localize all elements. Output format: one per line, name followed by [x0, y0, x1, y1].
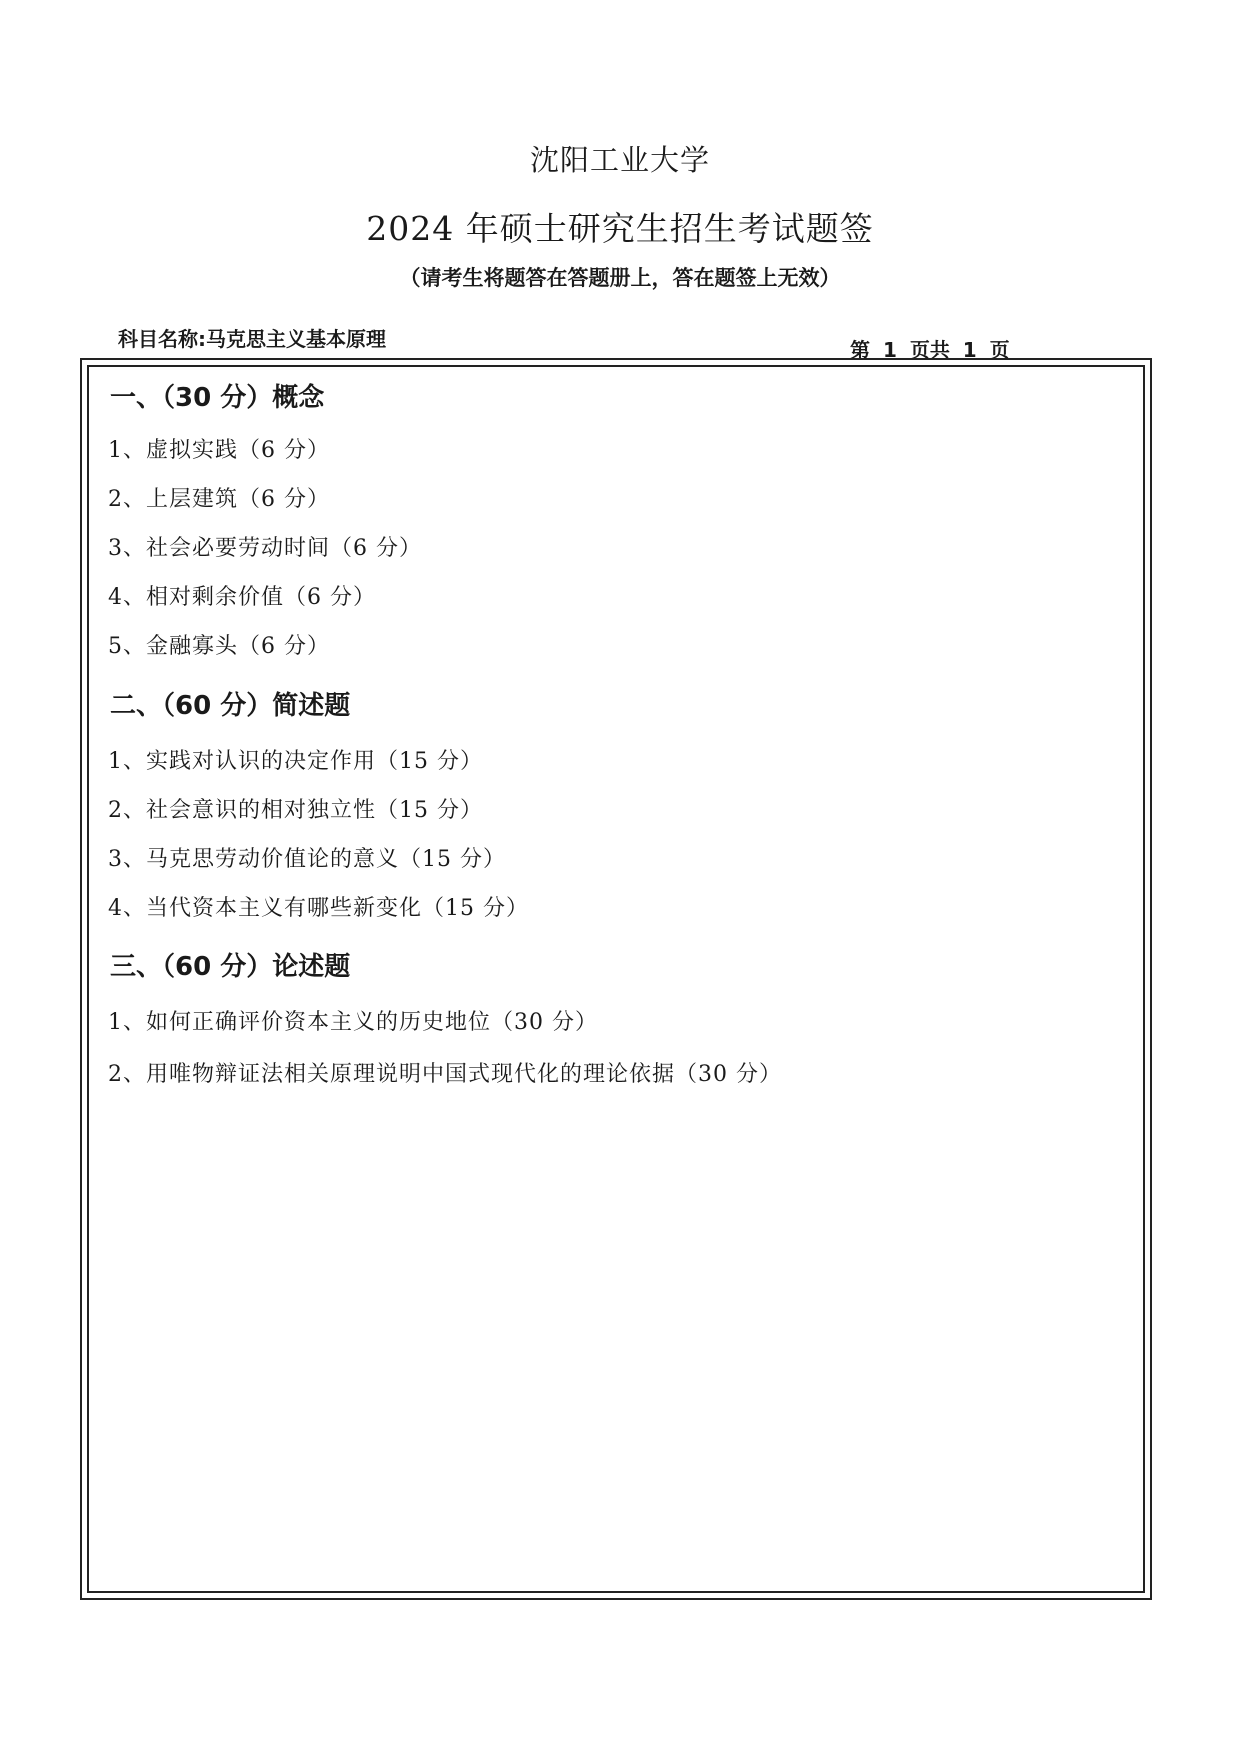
section-heading-essay: 三、（60 分）论述题: [110, 952, 351, 982]
answer-notice: （请考生将题答在答题册上，答在题签上无效）: [399, 266, 841, 290]
school-name: 沈阳工业大学: [529, 143, 710, 177]
question-item: 2、用唯物辩证法相关原理说明中国式现代化的理论依据（30 分）: [108, 1062, 782, 1087]
question-item: 5、金融寡头（6 分）: [108, 634, 330, 659]
question-item: 4、当代资本主义有哪些新变化（15 分）: [108, 896, 529, 921]
subject-name: 科目名称:马克思主义基本原理: [118, 327, 386, 351]
question-item: 2、上层建筑（6 分）: [108, 487, 330, 512]
question-item: 3、马克思劳动价值论的意义（15 分）: [108, 847, 506, 872]
question-item: 4、相对剩余价值（6 分）: [108, 585, 376, 610]
question-item: 1、虚拟实践（6 分）: [108, 438, 330, 463]
question-item: 1、实践对认识的决定作用（15 分）: [108, 749, 483, 774]
section-heading-concepts: 一、（30 分）概念: [110, 383, 325, 413]
question-item: 2、社会意识的相对独立性（15 分）: [108, 798, 483, 823]
page-number: 第 1 页共 1 页: [850, 338, 1010, 362]
exam-title: 2024 年硕士研究生招生考试题签: [366, 209, 874, 248]
question-item: 3、社会必要劳动时间（6 分）: [108, 536, 422, 561]
question-item: 1、如何正确评价资本主义的历史地位（30 分）: [108, 1010, 598, 1035]
section-heading-short-answer: 二、（60 分）简述题: [110, 691, 351, 721]
